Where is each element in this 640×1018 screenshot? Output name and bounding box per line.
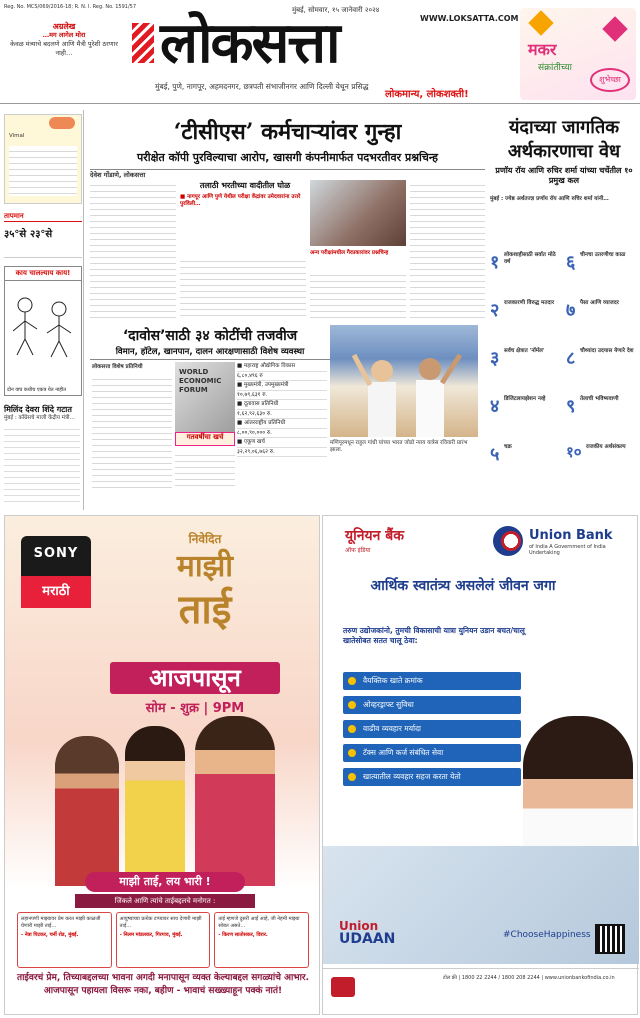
- cartoon-panel: [4, 266, 82, 396]
- stat-value: १०,७९,६३१ रु.: [237, 391, 327, 401]
- trend-title: राजकारणी विरुद्ध मतदार: [504, 300, 555, 306]
- trend-item: [566, 346, 638, 394]
- union-ad-title: आर्थिक स्वातंत्र्य असलेलं जीवन जगा: [370, 578, 556, 594]
- feature-pill: वैयक्तिक खाते क्रमांक: [343, 672, 521, 690]
- lead-body-col-3: [310, 270, 406, 320]
- cartoon-drawing: [5, 281, 81, 361]
- trend-item: [490, 346, 562, 394]
- feature-pill: वाढीव व्यवहार मर्यादा: [343, 720, 521, 738]
- yatra-caption: मणिपूरमधून राहुल गांधी यांच्या भारत जोडो न्याय यात्रेस रविवारी प्रारंभ झाला.: [330, 440, 468, 453]
- yatra-figures: [330, 325, 478, 437]
- quote-author: - नेत्रा पिटकर, चर्नी रोड, मुंबई.: [21, 932, 79, 938]
- davos-byline: लोकसत्ता विशेष प्रतिनिधी: [92, 364, 143, 370]
- app-logo-icon: [331, 977, 355, 997]
- trend-title: सर्वच क्षेत्रात 'नॉर्मल': [504, 348, 545, 354]
- cartoon-title: काय चालल्याय काय!: [5, 267, 81, 281]
- teaser-label: अग्रलेख: [52, 22, 76, 31]
- trend-number: ५: [490, 444, 500, 465]
- feature-pill: खात्यातील व्यवहार सहज करता येतो: [343, 768, 521, 786]
- feature-pill: टॅक्स आणि कर्ज संबंधित सेवा: [343, 744, 521, 762]
- stat-item: ■ एकूण खर्च: [237, 438, 327, 448]
- ad-footer-text: ताईवरचं प्रेम, तिच्याबद्दलच्या भावना अगदी मनापासून व्यक्त केल्याबद्दल सगळ्यांचे आभार. आजपासून पहायला विसरू नका, बहीण - भावाचं सख्ख्याहून पक्कं नातं!: [16, 973, 310, 996]
- quote-card: [116, 912, 211, 968]
- slogan: लोकमान्य, लोकशक्ती!: [385, 89, 469, 100]
- quote-text: आयुष्याच्या प्रत्येक टप्प्यावर साथ देणारी माझी ताई…: [119, 916, 202, 929]
- kite-icon: [528, 10, 553, 35]
- union-bank-header: [345, 524, 621, 564]
- lead-body-col-1: [90, 180, 176, 320]
- davos-body-2: [175, 450, 235, 490]
- trend-title: चक्र: [504, 444, 512, 450]
- trend-number: १०: [566, 443, 582, 461]
- trend-item: [490, 394, 562, 442]
- udaan-logo: [339, 920, 395, 946]
- trend-title: डिजिटलायझेशन नव्हे: [504, 396, 546, 402]
- bank-name-english: Union Bank: [529, 528, 613, 543]
- davos-stats: [237, 362, 327, 457]
- union-bank-advert[interactable]: [322, 515, 638, 1015]
- registration-marks: [0, 1008, 640, 1018]
- lead-body-col-2: [180, 256, 306, 320]
- quote-text: लहानपणी माझ्यावर प्रेम करत माझी काळजी घेणारी माझी ताई…: [21, 916, 101, 929]
- stat-value: ८,००,९०,००० रु.: [237, 429, 327, 439]
- trend-item: [566, 298, 638, 346]
- trend-number: ८: [566, 348, 576, 369]
- lead-center-head: तलाठी भरतीच्या वादीतील घोळ: [199, 181, 291, 190]
- trend-number: १: [490, 252, 500, 273]
- lead-body-col-4: [410, 180, 485, 320]
- temperature-box: [4, 212, 82, 258]
- advert-logo: [49, 117, 75, 129]
- right-intro: मुंबई : ज्येष्ठ अर्थतज्ज्ञ प्रणॉय रॉय आणि रुचिर शर्मा यांनी…: [490, 196, 609, 202]
- trend-title: चौथ्यांदा उदयास येणारे देश: [580, 348, 634, 354]
- trend-title: राजकीय अर्थसंकल्प: [586, 444, 626, 450]
- stat-item: ■ महाराष्ट्र औद्योगिक विकास: [237, 362, 327, 372]
- quote-author: - निलम मांडलकर, गिरगाव, मुंबई.: [119, 932, 183, 938]
- editions-line: मुंबई, पुणे, नागपूर, अहमदनगर, छत्रपती संभाजीनगर आणि दिल्ली येथून प्रसिद्ध: [155, 82, 369, 91]
- newspaper-logo[interactable]: [132, 12, 487, 74]
- trend-number: ६: [566, 252, 576, 273]
- lead-photo: [310, 180, 406, 246]
- stat-item: ■ मुख्यमंत्री, उपमुख्यमंत्री: [237, 381, 327, 391]
- quote-card: [214, 912, 309, 968]
- trend-number: ३: [490, 348, 500, 369]
- trend-number: २: [490, 300, 500, 321]
- hashtag: #ChooseHappiness: [503, 930, 591, 940]
- quote-author: - किरण सातोसकर, विरार.: [218, 932, 268, 938]
- sony-marathi-advert[interactable]: [4, 515, 320, 1015]
- quote-card: [17, 912, 112, 968]
- show-title-2: ताई: [178, 586, 232, 633]
- teaser-text: केवळ मंत्र्याचे बदलणे आणि मैत्री पुरेशी ठरणार नाही…: [10, 40, 118, 57]
- lead-headline[interactable]: ‘टीसीएस’ कर्मचाऱ्यांवर गुन्हा: [173, 119, 402, 145]
- trend-title: चीनचा उतरणीचा काळ: [580, 252, 626, 258]
- stat-value: ६,८०,४९६ रु: [237, 372, 327, 382]
- right-subhead: प्रणॉय रॉय आणि रुचिर शर्मा यांच्या चर्चेतील १० प्रमुख कल: [495, 166, 633, 185]
- trend-number: ९: [566, 396, 576, 417]
- winner-quotes: [17, 912, 309, 968]
- starting-today: आजपासून: [110, 662, 280, 694]
- temperature-label: तापमान: [4, 212, 82, 222]
- left-story-lede: मुंबई : काँग्रेसचे माजी केंद्रीय मंत्री…: [4, 415, 75, 421]
- sony-marathi-logo: [21, 536, 91, 608]
- lead-sidebar: अन्य परीक्षांमधील गैरप्रकारांवर प्रश्नचिन्ह: [310, 250, 389, 256]
- udaan-word-1: Union: [339, 919, 379, 933]
- lead-center-points: ■ नागपूर आणि पुणे येथील परीक्षा केंद्रांवर उमेदवारांना उत्तरे पुरविली…: [180, 194, 301, 207]
- yatra-photo: [330, 325, 478, 437]
- davos-headline[interactable]: ‘दावोस’साठी ३४ कोटींची तजवीज: [122, 328, 298, 344]
- show-title: [105, 530, 305, 633]
- left-story-body: [4, 424, 80, 504]
- trend-item: [566, 250, 638, 298]
- sony-brand: SONY: [33, 546, 79, 561]
- left-story[interactable]: [4, 404, 82, 504]
- stat-item: ■ आंतरराष्ट्रीय प्रतिनिधी: [237, 419, 327, 429]
- wef-label: WORLD ECONOMIC FORUM: [179, 368, 222, 394]
- feature-pill: ओव्हरड्राफ्ट सुविधा: [343, 696, 521, 714]
- quote-text: ताई म्हणजे दुसरी आई आहे, जी नेहमी माझ्या सोबत असते…: [218, 916, 300, 929]
- trend-title: लोकशाहीसाठी सर्वात मोठे वर्ष: [504, 252, 556, 265]
- left-story-headline: मिलिंद देवरा शिंदे गटात: [4, 405, 72, 414]
- trend-title: पैसा आणि व्याजदर: [580, 300, 619, 306]
- dateline: मुंबई, सोमवार, १५ जानेवारी २०२४: [292, 6, 380, 14]
- stat-value: १,६२,९२,६३० रु.: [237, 410, 327, 420]
- union-ad-intro: तरुण उद्योजकांनो, तुमची विकासाची यात्रा युनियन उडान बचत/चालू खातेसोबत सतत चालू ठेवा:: [343, 626, 525, 645]
- davos-stats-tag: गतवर्षीचा खर्च: [175, 432, 235, 446]
- advert-text: Vimal: [9, 133, 25, 139]
- stat-item: ■ दूतावास प्रतिनिधी: [237, 400, 327, 410]
- festival-greeting-badge: शुभेच्छा: [590, 68, 630, 92]
- cast-photo: [35, 716, 305, 886]
- ad-tagline: माझी ताई, लय भारी !: [85, 872, 245, 892]
- festival-word: मकर: [528, 40, 557, 59]
- trend-item: [490, 250, 562, 298]
- registration-text: Reg. No. MCS/069/2016-18; R. N. I. Reg. No. 1591/57: [4, 4, 137, 10]
- max-temp: ३५°से: [4, 229, 27, 240]
- bank-name-english-sub: of India A Government of India Undertaking: [529, 544, 606, 556]
- lead-byline: देवेश गोंडाणे, लोकसत्ता: [90, 171, 146, 179]
- bank-name-hindi-sub: ऑफ इंडिया: [345, 547, 371, 554]
- newspaper-title: लोकसत्ता: [160, 10, 339, 76]
- trend-title: तेलाची भविष्यवाणी: [580, 396, 619, 402]
- left-advert[interactable]: [4, 114, 82, 204]
- show-pretitle: निवेदित: [188, 532, 222, 546]
- wef-photo: [175, 362, 235, 432]
- davos-subhead: विमान, हॉटेल, खानपान, दालन आरक्षणासाठी विशेष व्यवस्था: [90, 346, 330, 360]
- cartoon-caption: दोन वाघ कधीच एकत्र येत नाहीत: [7, 387, 67, 393]
- advert-body: [9, 146, 77, 196]
- editorial-teaser[interactable]: [4, 22, 124, 58]
- stat-value: ३२,२९,०६,७६२ रु.: [237, 448, 327, 458]
- trend-item: [566, 442, 638, 490]
- udaan-word-2: UDAAN: [339, 931, 396, 947]
- kite-icon: [602, 16, 627, 41]
- festival-word-2: संक्रांतीच्या: [538, 63, 572, 73]
- trend-item: [490, 442, 562, 490]
- bank-name-hindi: यूनियन बैंक: [345, 528, 405, 544]
- trend-number: ४: [490, 396, 500, 417]
- festival-greeting: [520, 8, 636, 100]
- cast-member: [55, 736, 119, 886]
- show-timing: सोम - शुक्र | 9PM: [145, 701, 245, 716]
- trend-number: ७: [566, 300, 576, 321]
- cast-member: [195, 716, 275, 886]
- union-contact-text: टोल फ्री | 1800 22 2244 / 1800 208 2244 | www.unionbankofindia.co.in: [443, 975, 615, 981]
- winners-bar: जिंकले आणि त्यांचे ताईबद्दलचे मनोगत :: [75, 894, 255, 908]
- website-link[interactable]: WWW.LOKSATTA.COM: [420, 14, 519, 23]
- davos-body: [92, 374, 172, 490]
- right-headline[interactable]: यंदाच्या जागतिक अर्थकारणाचा वेध: [507, 117, 621, 162]
- logo-slash-icon: [132, 23, 154, 63]
- channel-name: मराठी: [21, 576, 91, 608]
- min-temp: २३°से: [30, 229, 53, 240]
- trend-item: [566, 394, 638, 442]
- qr-code-icon[interactable]: [595, 924, 625, 954]
- show-title-1: माझी: [176, 549, 234, 584]
- trend-item: [490, 298, 562, 346]
- lead-subhead: परीक्षेत कॉपी पुरविल्याचा आरोप, खासगी कंपनीमार्फत पदभरतीवर प्रश्नचिन्ह: [90, 150, 485, 170]
- union-bank-logo-icon: [493, 526, 523, 556]
- cast-member: [125, 726, 185, 886]
- teaser-line: …मग लागेल मोरा: [42, 31, 86, 39]
